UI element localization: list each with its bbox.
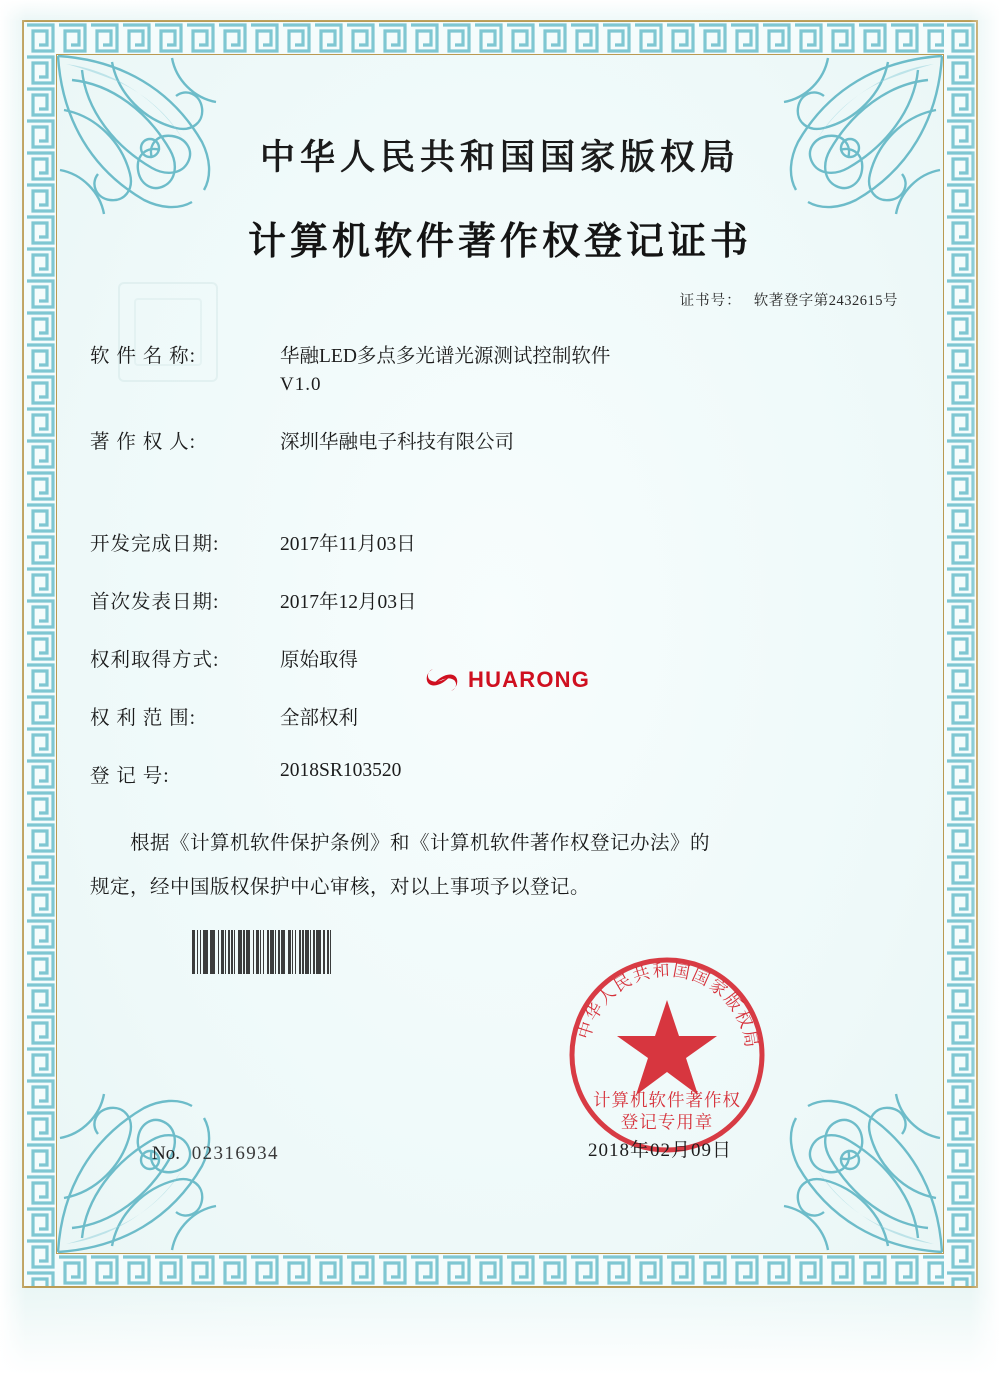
svg-text:登记专用章: 登记专用章: [620, 1112, 714, 1132]
certificate-number-label: 证书号：: [679, 293, 742, 309]
corner-ornament-bottom-right: [758, 1068, 948, 1258]
paper-edge-right: [970, 0, 1000, 1375]
field-registration-number: [90, 760, 910, 788]
issue-date: 2018年02月09日: [588, 1140, 733, 1161]
svg-text:中华人民共和国国家版权局: 中华人民共和国国家版权局: [574, 960, 762, 1051]
huarong-swirl-icon: [425, 665, 459, 695]
field-value: 2018SR103520: [280, 760, 402, 781]
serial-number: [152, 1143, 279, 1165]
field-value: 2017年12月03日: [280, 592, 417, 613]
page-title: 计算机软件著作权登记证书: [247, 221, 752, 263]
issuer-title: 中华人民共和国国家版权局: [259, 138, 740, 177]
field-rights-scope: [90, 702, 910, 730]
field-value: 2017年11月03日: [280, 534, 416, 555]
field-value: 全部权利: [280, 708, 359, 729]
huarong-logo-text: HUARONG: [468, 667, 591, 692]
field-copyright-owner: [90, 426, 910, 454]
field-label: 软 件 名 称:: [90, 346, 197, 367]
serial-label: No.: [152, 1143, 180, 1164]
field-software-name: [90, 340, 910, 396]
statement-line-1: 根据《计算机软件保护条例》和《计算机软件著作权登记办法》的: [130, 833, 711, 854]
certificate-number-row: [90, 289, 910, 310]
field-development-date: [90, 528, 910, 556]
field-value-line2: V1.0: [280, 374, 322, 395]
field-label: 开发完成日期:: [90, 534, 220, 555]
paper-edge-left: [0, 0, 26, 1375]
field-label: 权 利 范 围:: [90, 708, 197, 729]
field-label: 权利取得方式:: [90, 650, 220, 671]
huarong-logo: [425, 665, 590, 695]
field-label: 首次发表日期:: [90, 592, 220, 613]
certificate-number-value: 软著登字第2432615号: [753, 293, 898, 309]
field-first-publication-date: [90, 586, 910, 614]
official-seal: [560, 948, 774, 1162]
serial-value: 02316934: [191, 1143, 279, 1164]
certificate-content: [90, 130, 910, 910]
field-label: 登 记 号:: [90, 766, 170, 787]
field-value: 深圳华融电子科技有限公司: [280, 432, 515, 453]
greek-key-band-bottom: [24, 1254, 976, 1286]
statement-line-2: 规定，经中国版权保护中心审核，对以上事项予以登记。: [90, 877, 591, 898]
field-value: 华融LED多点多光谱光源测试控制软件: [280, 346, 611, 367]
paper-edge-bottom: [0, 1285, 1000, 1375]
field-label: 著 作 权 人:: [90, 432, 197, 453]
paper-edge-top: [0, 0, 1000, 22]
svg-text:计算机软件著作权: 计算机软件著作权: [593, 1090, 741, 1110]
barcode: [192, 930, 332, 974]
field-value: 原始取得: [280, 650, 359, 671]
